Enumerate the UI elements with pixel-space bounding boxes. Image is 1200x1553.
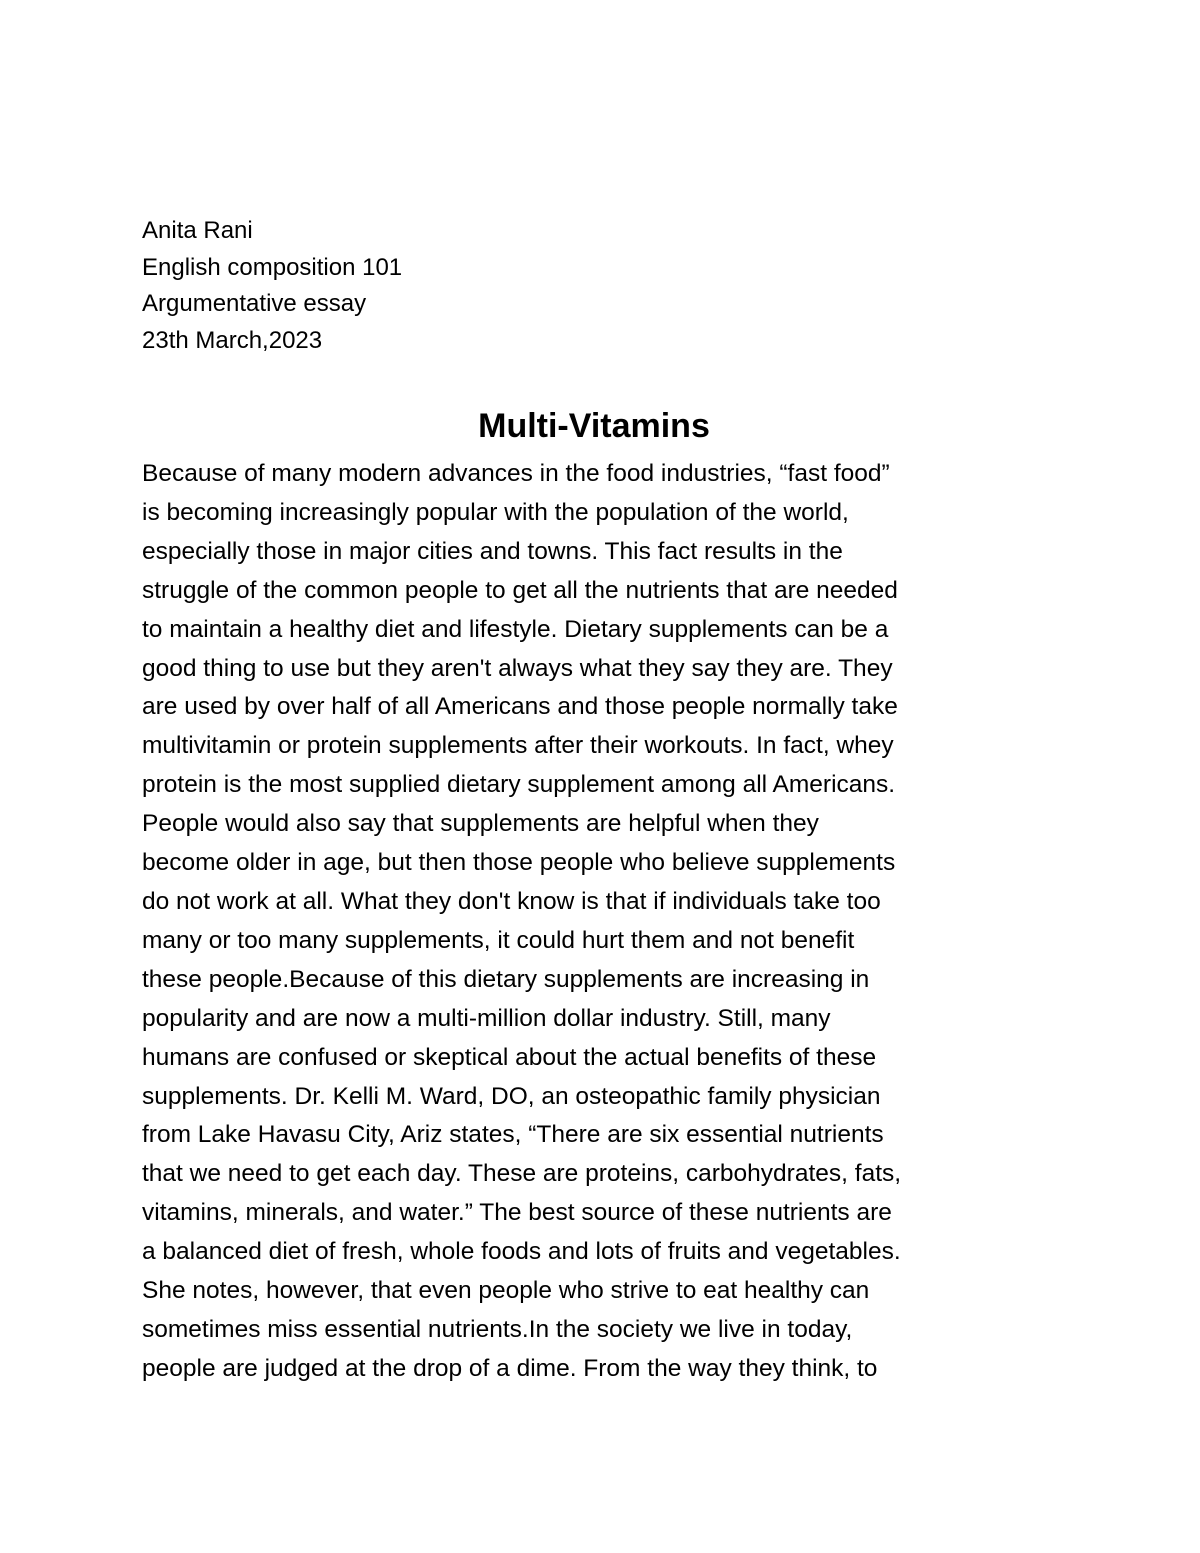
body-line: a balanced diet of fresh, whole foods and lots of fruits and vegetables. [142,1238,901,1266]
body-line: vitamins, minerals, and water.” The best source of these nutrients are [142,1199,892,1227]
body-line: is becoming increasingly popular with the population of the world, [142,498,849,526]
body-line: become older in age, but then those people who believe supplements [142,849,896,877]
body-line: especially those in major cities and towns. This fact results in the [142,537,843,565]
body-line: from Lake Havasu City, Ariz states, “There are six essential nutrients [142,1121,884,1149]
body-line: humans are confused or skeptical about the actual benefits of these [142,1043,877,1071]
body-line: protein is the most supplied dietary supplement among all Americans. [142,771,896,799]
body-line: to maintain a healthy diet and lifestyle. Dietary supplements can be a [142,615,889,643]
body-line: sometimes miss essential nutrients.In the society we live in today, [142,1315,853,1343]
body-line: good thing to use but they aren't always what they say they are. They [142,654,893,682]
essay-header [142,213,1042,359]
essay-date: 23th March,2023 [142,326,323,354]
body-line: these people.Because of this dietary supplements are increasing in [142,965,870,993]
essay-title: Multi-Vitamins [478,407,710,445]
assignment-type: Argumentative essay [142,290,367,317]
author-name: Anita Rani [142,217,253,244]
body-line: She notes, however, that even people who strive to eat healthy can [142,1277,870,1305]
body-line: struggle of the common people to get all the nutrients that are needed [142,576,898,604]
body-line: are used by over half of all Americans and those people normally take [142,693,898,721]
body-line: many or too many supplements, it could hurt them and not benefit [142,926,855,954]
body-line: people are judged at the drop of a dime. From the way they think, to [142,1354,878,1382]
body-line: multivitamin or protein supplements after their workouts. In fact, whey [142,732,894,760]
essay-body [142,455,1082,1389]
body-line: do not work at all. What they don't know is that if individuals take too [142,887,881,915]
body-line: People would also say that supplements are helpful when they [142,810,819,838]
body-line: Because of many modern advances in the food industries, “fast food” [142,460,890,487]
course-name: English composition 101 [142,253,403,281]
body-line: popularity and are now a multi-million dollar industry. Still, many [142,1004,831,1032]
body-line: that we need to get each day. These are proteins, carbohydrates, fats, [142,1160,902,1188]
body-line: supplements. Dr. Kelli M. Ward, DO, an osteopathic family physician [142,1082,881,1110]
